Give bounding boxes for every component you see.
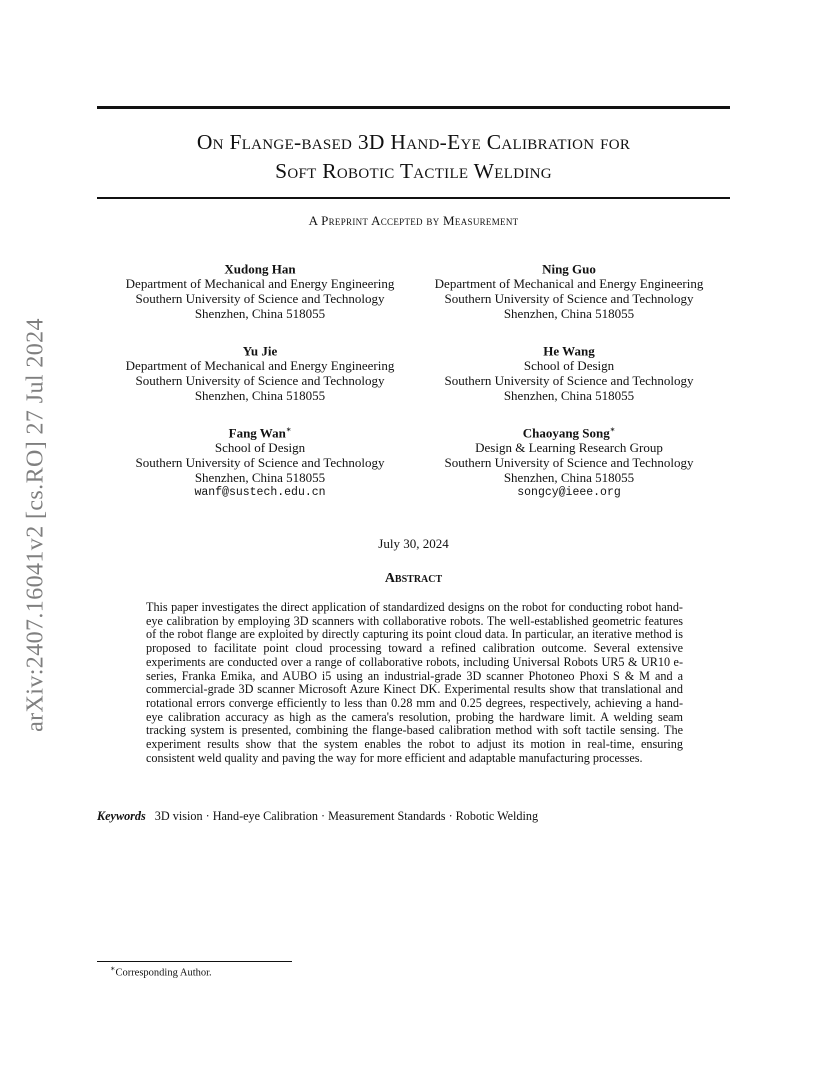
title-line-1: On Flange-based 3D Hand-Eye Calibration for [196,130,631,154]
author-name: Chaoyang Song∗ [522,425,616,441]
author-affiliation-city: Shenzhen, China 518055 [194,306,326,322]
abstract-heading: Abstract [384,571,443,586]
author-affiliation-dept: Design & Learning Research Group [475,440,663,456]
author-affiliation-university: Southern University of Science and Technology [444,291,694,307]
footnote-text: Corresponding Author. [115,967,212,979]
footnote-rule [97,961,292,962]
author-name: He Wang [543,343,595,359]
author-block [419,422,719,500]
title-top-rule [97,106,730,109]
author-affiliation-dept: Department of Mechanical and Energy Engineering [125,358,395,374]
author-affiliation-university: Southern University of Science and Technology [135,291,385,307]
author-affiliation-dept: School of Design [523,358,615,374]
keywords-line [97,809,538,824]
author-affiliation-dept: Department of Mechanical and Energy Engineering [434,276,704,292]
author-affiliation-university: Southern University of Science and Technology [135,455,385,471]
author-email-link[interactable]: songcy@ieee.org [517,486,621,500]
author-affiliation-university: Southern University of Science and Technology [135,373,385,389]
author-block [419,258,719,321]
author-block [110,258,410,321]
corresponding-author-mark: ∗ [285,425,292,434]
title-bottom-rule [97,197,730,199]
author-affiliation-university: Southern University of Science and Technology [444,455,694,471]
author-block [110,340,410,403]
author-email-link[interactable]: wanf@sustech.edu.cn [194,486,326,500]
author-affiliation-city: Shenzhen, China 518055 [503,388,635,404]
title-line-2: Soft Robotic Tactile Welding [275,159,552,183]
author-name: Ning Guo [542,261,596,277]
preprint-subtitle: A Preprint Accepted by Measurement [308,213,519,228]
abstract-body: This paper investigates the direct application of standardized designs on the robot for conducting robot hand-eye calibration by employing 3D scanners with collaborative robots. The well-established geometric features of the robot flange are exploited by directly capturing its point cloud data. In particular, an iterative method is proposed to facilitate point cloud processing toward a refined calibration outcome. Several extensive experiments are conducted over a range of collaborative robots, including Universal Robots UR5 & UR10 e-series, Franka Emika, and AUBO i5 using an industrial-grade 3D scanner Photoneo Phoxi S & M and a commercial-grade 3D scanner Microsoft Azure Kinect DK. Experimental results show that translational and rotational errors converge efficiently to less than 0.28 mm and 0.25 degrees, respectively, achieving a hand-eye calibration accuracy as high as the camera's resolution, probing the hardware limit. A welding seam tracking system is presented, combining the flange-based calibration method with soft tactile sensing. The experiment results show that the system enables the robot to adjust its motion in real-time, ensuring consistent weld quality and paving the way for more efficient and adaptable manufacturing processes. [146,600,683,765]
paper-title [97,128,730,186]
author-name: Yu Jie [242,343,278,359]
keywords-label: Keywords [97,809,146,823]
author-affiliation-city: Shenzhen, China 518055 [503,306,635,322]
publication-date: July 30, 2024 [378,536,449,551]
author-affiliation-dept: School of Design [214,440,306,456]
footnote [110,964,212,979]
footnote-mark: ∗ [110,964,116,973]
author-affiliation-dept: Department of Mechanical and Energy Engineering [125,276,395,292]
arxiv-identifier-stamp: arXiv:2407.16041v2 [cs.RO] 27 Jul 2024 [22,318,49,732]
author-block [419,340,719,403]
author-affiliation-university: Southern University of Science and Technology [444,373,694,389]
author-affiliation-city: Shenzhen, China 518055 [503,470,635,486]
author-name: Fang Wan∗ [228,425,292,441]
author-affiliation-city: Shenzhen, China 518055 [194,470,326,486]
author-block [110,422,410,500]
keywords-text: 3D vision · Hand-eye Calibration · Measurement Standards · Robotic Welding [154,809,539,823]
author-name: Xudong Han [224,261,296,277]
corresponding-author-mark: ∗ [609,425,616,434]
author-affiliation-city: Shenzhen, China 518055 [194,388,326,404]
